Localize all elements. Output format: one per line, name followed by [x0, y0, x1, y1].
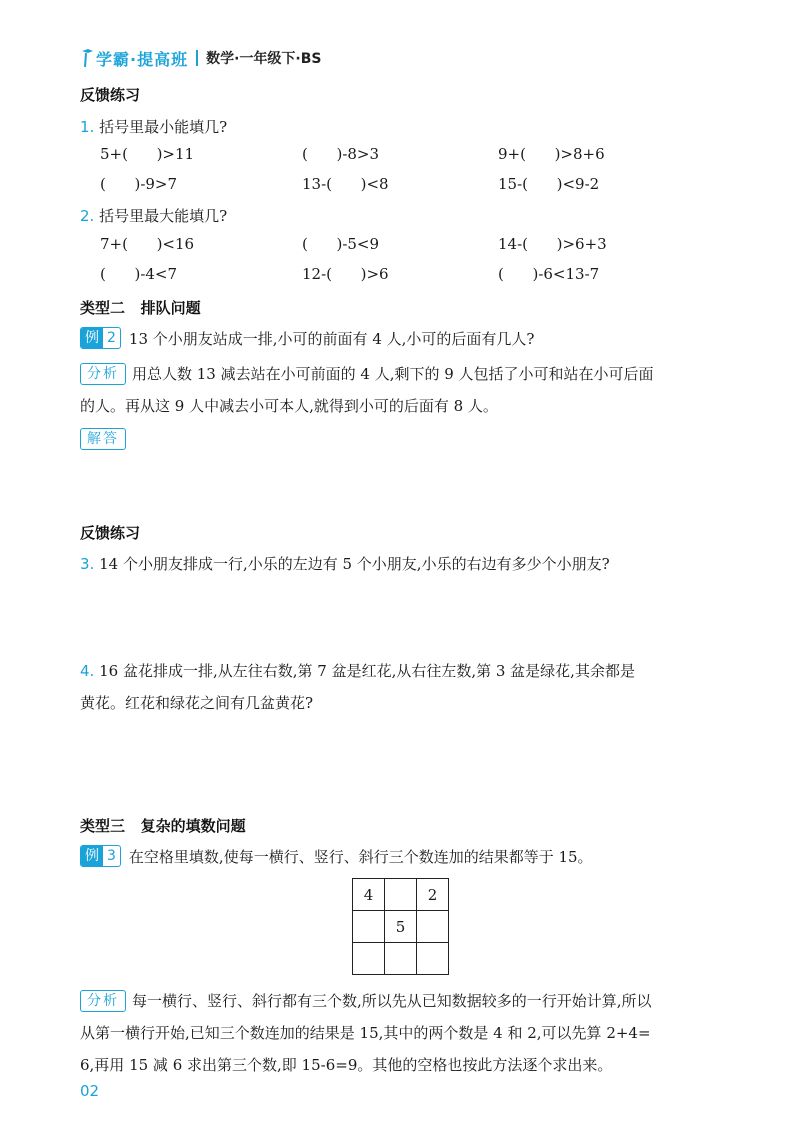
- type2-heading: 类型二 排队问题: [80, 299, 201, 317]
- expression-cell: ( )-8>3: [302, 145, 380, 163]
- example-badge: [80, 327, 121, 349]
- grid-cell: 2: [417, 879, 449, 911]
- analysis-badge: 分析: [80, 363, 126, 385]
- expression-cell: 12-( )>6: [302, 265, 389, 283]
- example-text: 13 个小朋友站成一排,小可的前面有 4 人,小可的后面有几人?: [128, 329, 535, 348]
- answer-badge: 解答: [80, 428, 126, 450]
- expression-cell: ( )-5<9: [302, 235, 380, 253]
- analysis-line: 从第一横行开始,已知三个数连加的结果是 15,其中的两个数是 4 和 2,可以先算 2+4=: [80, 1024, 651, 1042]
- header-divider: [196, 50, 198, 66]
- grid-cell: [417, 911, 449, 943]
- question-number: 4.: [80, 662, 95, 680]
- analysis-3: [80, 985, 730, 1081]
- example-number: 3: [107, 848, 116, 864]
- analysis-line: 的人。再从这 9 人中减去小可本人,就得到小可的后面有 8 人。: [80, 397, 498, 415]
- example-label: 例: [81, 328, 103, 348]
- example-2: [80, 327, 534, 349]
- expression-cell: 13-( )<8: [302, 175, 389, 193]
- expression-cell: 9+( )>8+6: [498, 145, 605, 163]
- expression-cell: 15-( )<9-2: [498, 175, 600, 193]
- question-number: 3.: [80, 555, 95, 573]
- question-text: 括号里最小能填几?: [99, 118, 228, 136]
- analysis-2: [80, 358, 720, 422]
- running-header: [80, 44, 321, 72]
- example-3: [80, 845, 593, 867]
- example-badge: [80, 845, 121, 867]
- magic-square-grid: [352, 878, 449, 975]
- feedback-heading-1: 反馈练习: [80, 86, 141, 104]
- question-text: 黄花。红花和绿花之间有几盆黄花?: [80, 694, 314, 712]
- analysis-line: 用总人数 13 减去站在小可前面的 4 人,剩下的 9 人包括了小可和站在小可后面: [132, 365, 654, 383]
- question-text: 括号里最大能填几?: [99, 207, 228, 225]
- expression-cell: ( )-4<7: [100, 265, 178, 283]
- grid-cell: [385, 943, 417, 975]
- grid-cell: 5: [385, 911, 417, 943]
- expression-cell: ( )-9>7: [100, 175, 178, 193]
- analysis-badge: 分析: [80, 990, 126, 1012]
- expression-cell: 7+( )<16: [100, 235, 195, 253]
- analysis-line: 6,再用 15 减 6 求出第三个数,即 15-6=9。其他的空格也按此方法逐个求出来。: [80, 1056, 613, 1074]
- question-text: 16 盆花排成一排,从左往右数,第 7 盆是红花,从右往左数,第 3 盆是绿花,其余都是: [99, 662, 635, 680]
- subject-label: 数学·一年级下·BS: [206, 51, 322, 67]
- question-2: [80, 205, 227, 226]
- question-1: [80, 116, 227, 137]
- grid-cell: [353, 911, 385, 943]
- grid-cell: [417, 943, 449, 975]
- grid-cell: [385, 879, 417, 911]
- question-number: 2.: [80, 207, 95, 225]
- question-4: [80, 655, 730, 719]
- question-text: 14 个小朋友排成一行,小乐的左边有 5 个小朋友,小乐的右边有多少个小朋友?: [99, 555, 610, 573]
- example-text: 在空格里填数,使每一横行、竖行、斜行三个数连加的结果都等于 15。: [128, 847, 593, 866]
- type3-heading: 类型三 复杂的填数问题: [80, 817, 246, 835]
- expression-cell: 5+( )>11: [100, 145, 195, 163]
- expression-cell: 14-( )>6+3: [498, 235, 607, 253]
- page-number: 02: [80, 1082, 100, 1100]
- question-3: [80, 553, 610, 574]
- answer-area-2: [80, 428, 126, 450]
- feedback-heading-2: 反馈练习: [80, 524, 141, 542]
- brand-title: 学霸·提高班: [96, 49, 189, 69]
- expression-cell: ( )-6<13-7: [498, 265, 600, 283]
- graduation-cap-icon: [80, 47, 94, 69]
- example-label: 例: [81, 846, 103, 866]
- analysis-line: 每一横行、竖行、斜行都有三个数,所以先从已知数据较多的一行开始计算,所以: [132, 992, 652, 1010]
- grid-cell: [353, 943, 385, 975]
- grid-cell: 4: [353, 879, 385, 911]
- example-number: 2: [107, 330, 116, 346]
- question-number: 1.: [80, 118, 95, 136]
